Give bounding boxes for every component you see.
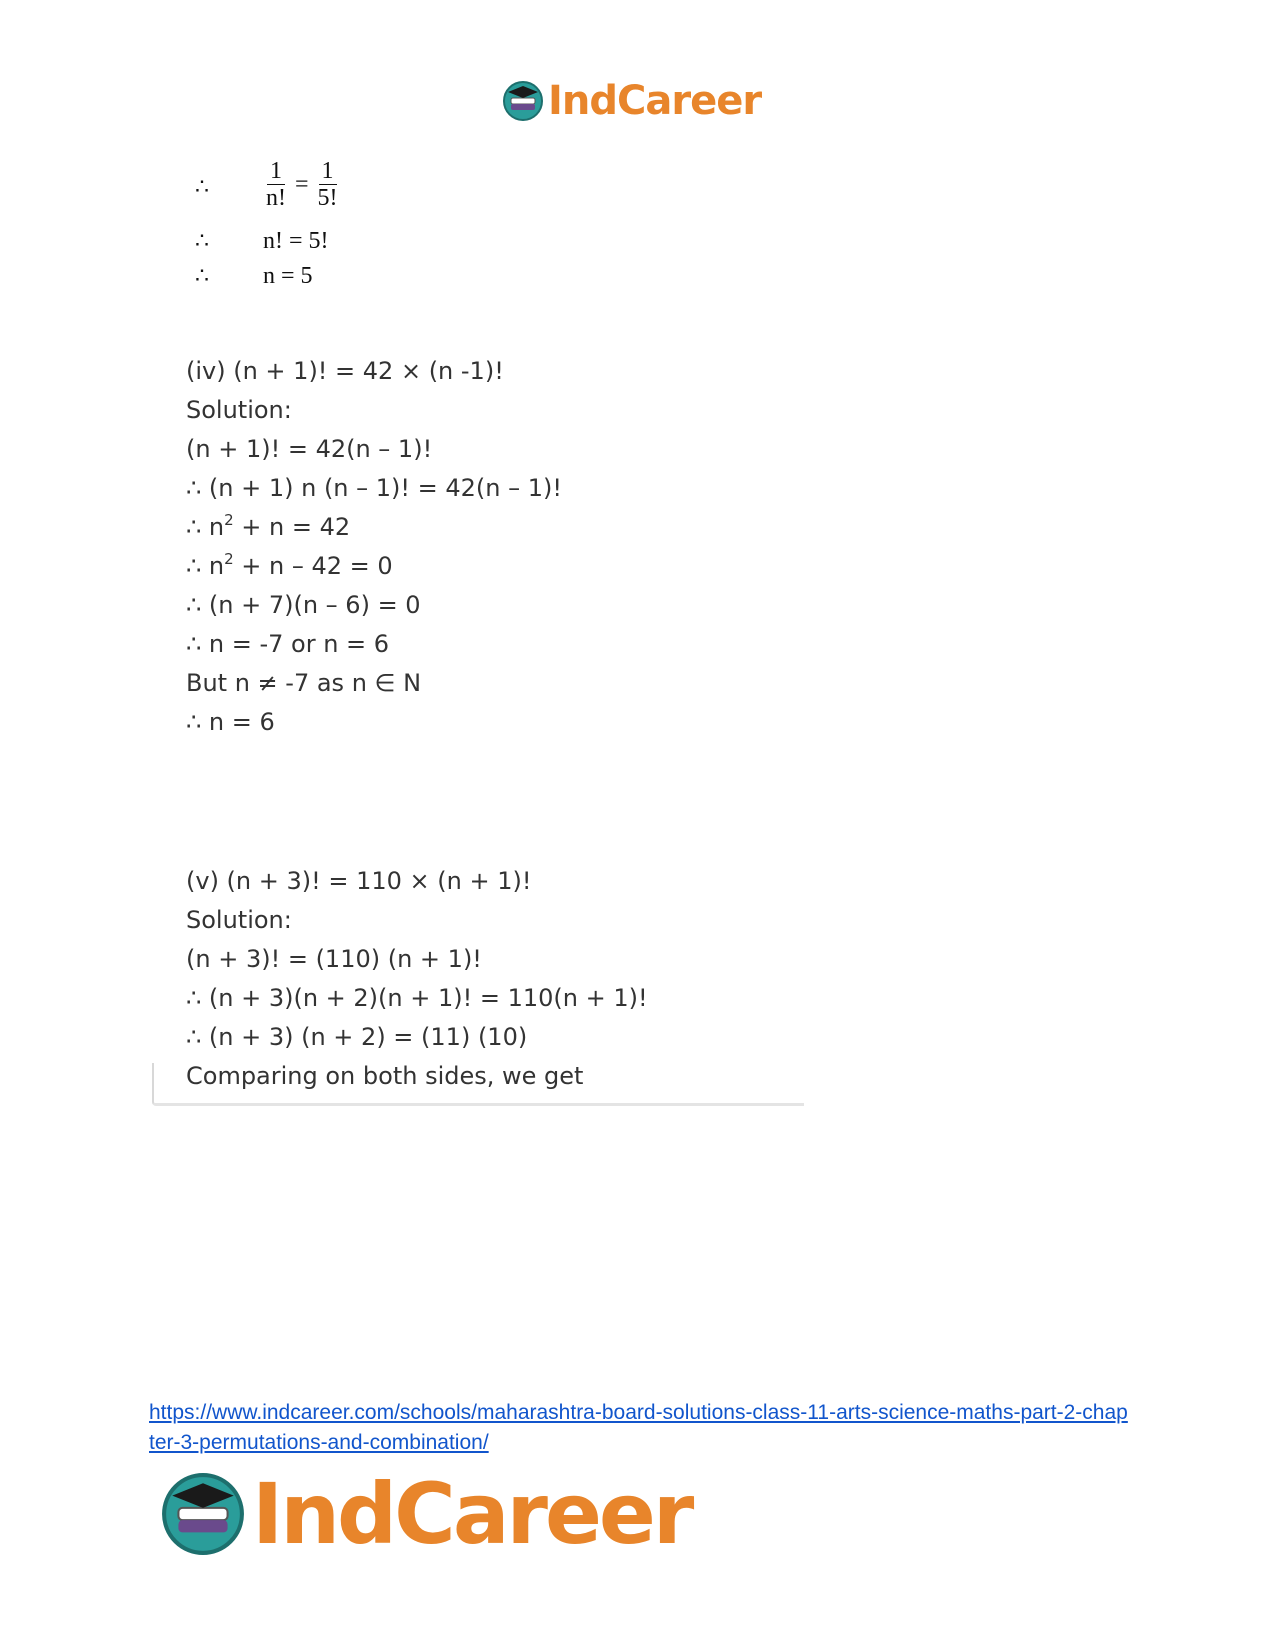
solution-step: ∴ n = -7 or n = 6 (186, 630, 390, 658)
logo-text: IndCareer (548, 78, 762, 124)
solution-step: ∴ $n^2 + n = 42$ (186, 511, 351, 541)
solution-step: But n ≠ -7 as n ∈ N (186, 669, 422, 697)
header-logo (502, 78, 761, 124)
solution-step: (n + 1)! = 42(n – 1)! (186, 435, 433, 463)
solution-step: (n + 3)! = (110) (n + 1)! (186, 945, 482, 973)
solution-step: ∴ (n + 3) (n + 2) = (11) (10) (186, 1023, 528, 1051)
fraction-1-over-n-factorial: $\frac{1}{n!}$ (266, 158, 286, 212)
therefore-symbol: ∴ (195, 263, 209, 288)
equation-line: n = 5 (263, 263, 313, 289)
footer-logo (160, 1465, 691, 1563)
equation-line: n! = 5! (263, 228, 329, 254)
therefore-symbol: ∴ (195, 228, 209, 253)
question-iv: (iv) (n + 1)! = 42 × (n -1)! (186, 357, 504, 385)
solution-label: Solution: (186, 906, 292, 934)
graduation-book-globe-icon (160, 1471, 246, 1557)
solution-step: ∴ n = 6 (186, 708, 275, 736)
part-v-solution (186, 862, 648, 1096)
graduation-book-globe-icon (502, 80, 544, 122)
solution-step: ∴ $n^2 + n - 42 = 0$ (186, 550, 393, 580)
solution-step: ∴ (n + 3)(n + 2)(n + 1)! = 110(n + 1)! (186, 984, 648, 1012)
solution-step: Comparing on both sides, we get (186, 1062, 584, 1090)
solution-step: ∴ (n + 7)(n – 6) = 0 (186, 591, 421, 619)
question-v: (v) (n + 3)! = 110 × (n + 1)! (186, 867, 532, 895)
source-url-link[interactable]: https://www.indcareer.com/schools/maharashtra-board-solutions-class-11-arts-science-maths-part-2-chapter-3-permutations-and-combination/ (149, 1401, 1128, 1454)
solution-step: ∴ (n + 1) n (n – 1)! = 42(n – 1)! (186, 474, 563, 502)
fraction-1-over-5-factorial: $\frac{1}{5!}$ (317, 158, 338, 212)
therefore-symbol: ∴ (195, 174, 209, 199)
solution-label: Solution: (186, 396, 292, 424)
logo-text: IndCareer (252, 1465, 692, 1563)
part-iv-solution (186, 352, 562, 742)
